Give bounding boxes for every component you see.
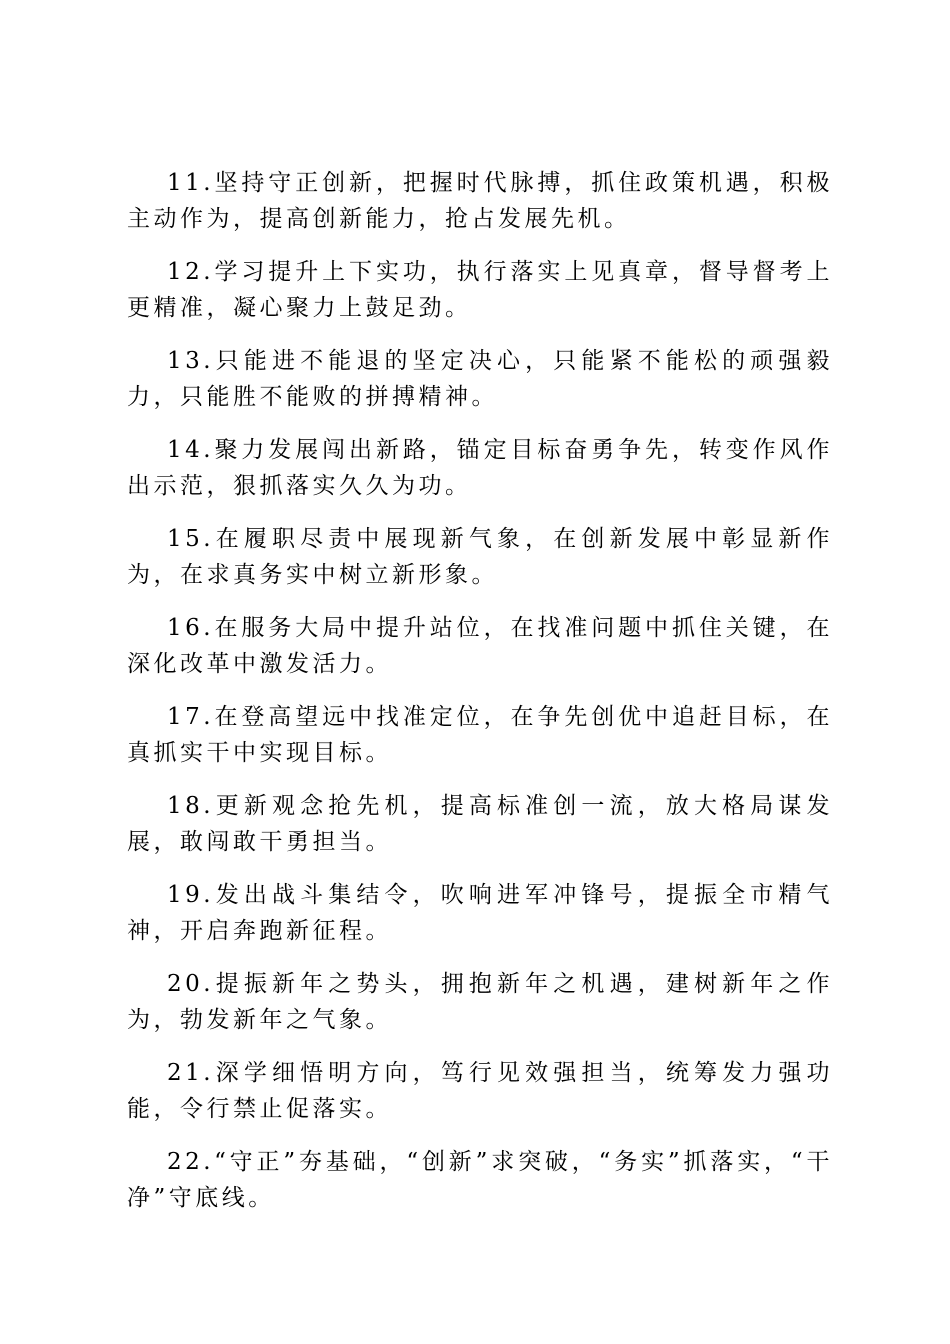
paragraph-16: 16.在服务大局中提升站位，在找准问题中抓住关键，在深化改革中激发活力。 (127, 615, 833, 677)
paragraph-14: 14.聚力发展闯出新路，锚定目标奋勇争先，转变作风作出示范，狠抓落实久久为功。 (127, 437, 833, 499)
document-body (127, 165, 833, 1233)
paragraph-12: 12.学习提升上下实功，执行落实上见真章，督导督考上更精准，凝心聚力上鼓足劲。 (127, 259, 833, 321)
paragraph-19: 19.发出战斗集结令，吹响进军冲锋号，提振全市精气神，开启奔跑新征程。 (127, 882, 833, 944)
paragraph-18: 18.更新观念抢先机，提高标准创一流，放大格局谋发展，敢闯敢干勇担当。 (127, 793, 833, 855)
paragraph-17: 17.在登高望远中找准定位，在争先创优中追赶目标，在真抓实干中实现目标。 (127, 704, 833, 766)
paragraph-15: 15.在履职尽责中展现新气象，在创新发展中彰显新作为，在求真务实中树立新形象。 (127, 526, 833, 588)
paragraph-20: 20.提振新年之势头，拥抱新年之机遇，建树新年之作为，勃发新年之气象。 (127, 971, 833, 1033)
paragraph-13: 13.只能进不能退的坚定决心，只能紧不能松的顽强毅力，只能胜不能败的拼搏精神。 (127, 348, 833, 410)
paragraph-22: 22.“守正”夯基础，“创新”求突破，“务实”抓落实，“干净”守底线。 (127, 1149, 833, 1211)
paragraph-11: 11.坚持守正创新，把握时代脉搏，抓住政策机遇，积极主动作为，提高创新能力，抢占发展先机。 (127, 170, 833, 232)
paragraph-21: 21.深学细悟明方向，笃行见效强担当，统筹发力强功能，令行禁止促落实。 (127, 1060, 833, 1122)
